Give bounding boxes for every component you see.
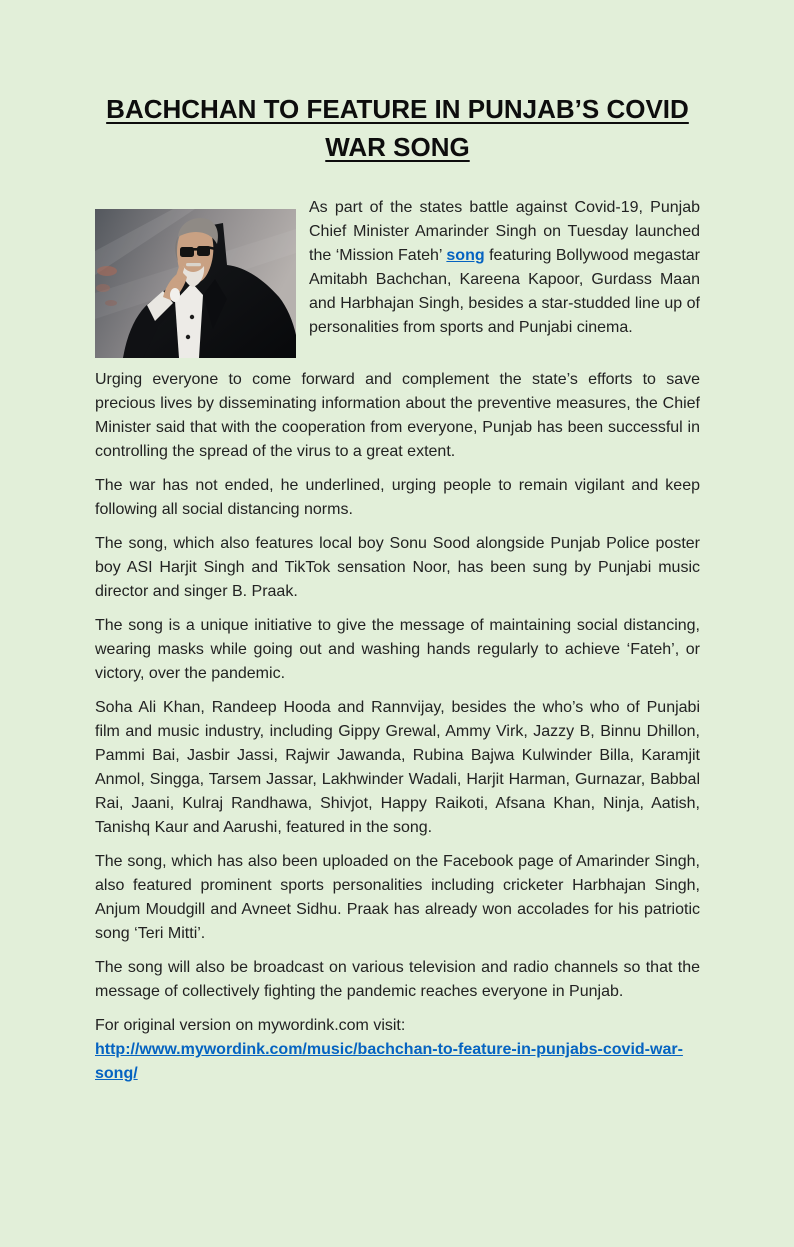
intro-paragraph [309, 196, 700, 340]
song-link[interactable]: song [446, 247, 485, 264]
intro-section [95, 196, 700, 358]
paragraph-unique-initiative: The song is a unique initiative to give the message of maintaining social distancing, wearing masks while going out and washing hands regularly to achieve ‘Fateh’, or victory, over the pandemic. [95, 617, 700, 682]
intro-text-before-link: As part of the states battle against Covid-19, Punjab Chief Minister Amarinder Singh on Tuesday launched the ‘Mission Fateh’ [309, 199, 700, 264]
paragraph-facebook-upload: The song, which has also been uploaded on the Facebook page of Amarinder Singh, also featured prominent sports personalities including cricketer Harbhajan Singh, Anjum Moudgill and Avneet Sidhu. Praak has already won accolades for his patriotic song ‘Teri Mitti’. [95, 853, 700, 942]
original-version-link[interactable]: http://www.mywordink.com/music/bachchan-to-feature-in-punjabs-covid-war-song/ [95, 1041, 683, 1082]
article-title-line-2: WAR SONG [325, 132, 470, 162]
paragraph-featured-artists: Soha Ali Khan, Randeep Hooda and Rannvijay, besides the who’s who of Punjabi film and music industry, including Gippy Grewal, Ammy Virk, Jazzy B, Binnu Dhillon, Pammi Bai, Jasbir Jassi, Rajwir Jawanda, Rubina Bajwa Kulwinder Billa, Karamjit Anmol, Singga, Tarsem Jassar, Lakhwinder Wadali, Harjit Harman, Gurnazar, Babbal Rai, Jaani, Kulraj Randhawa, Shivjot, Happy Raikoti, Afsana Khan, Ninja, Aatish, Tanishq Kaur and Aarushi, featured in the song. [95, 699, 700, 836]
article-photo [95, 209, 296, 358]
paragraph-broadcast: The song will also be broadcast on various television and radio channels so that the message of collectively fighting the pandemic reaches everyone in Punjab. [95, 959, 700, 1000]
footer-section [95, 1014, 700, 1086]
paragraph-war-not-ended: The war has not ended, he underlined, urging people to remain vigilant and keep following all social distancing norms. [95, 477, 700, 518]
article-title [95, 90, 700, 166]
article-title-line-1: BACHCHAN TO FEATURE IN PUNJAB’S COVID [106, 94, 689, 124]
paragraph-urging-everyone: Urging everyone to come forward and complement the state’s efforts to save precious lives by disseminating information about the preventive measures, the Chief Minister said that with the cooperation from everyone, Punjab has been successful in controlling the spread of the virus to a great extent. [95, 371, 700, 460]
intro-text-after-link: featuring Bollywood megastar Amitabh Bachchan, Kareena Kapoor, Gurdass Maan and Harbhajan Singh, besides a star-studded line up of personalities from sports and Punjabi cinema. [309, 247, 700, 336]
footer-text: For original version on mywordink.com visit: [95, 1017, 406, 1034]
paragraph-song-features: The song, which also features local boy Sonu Sood alongside Punjab Police poster boy ASI Harjit Singh and TikTok sensation Noor, has been sung by Punjabi music director and singer B. Praak. [95, 535, 700, 600]
bachchan-photo-illustration [95, 209, 296, 358]
